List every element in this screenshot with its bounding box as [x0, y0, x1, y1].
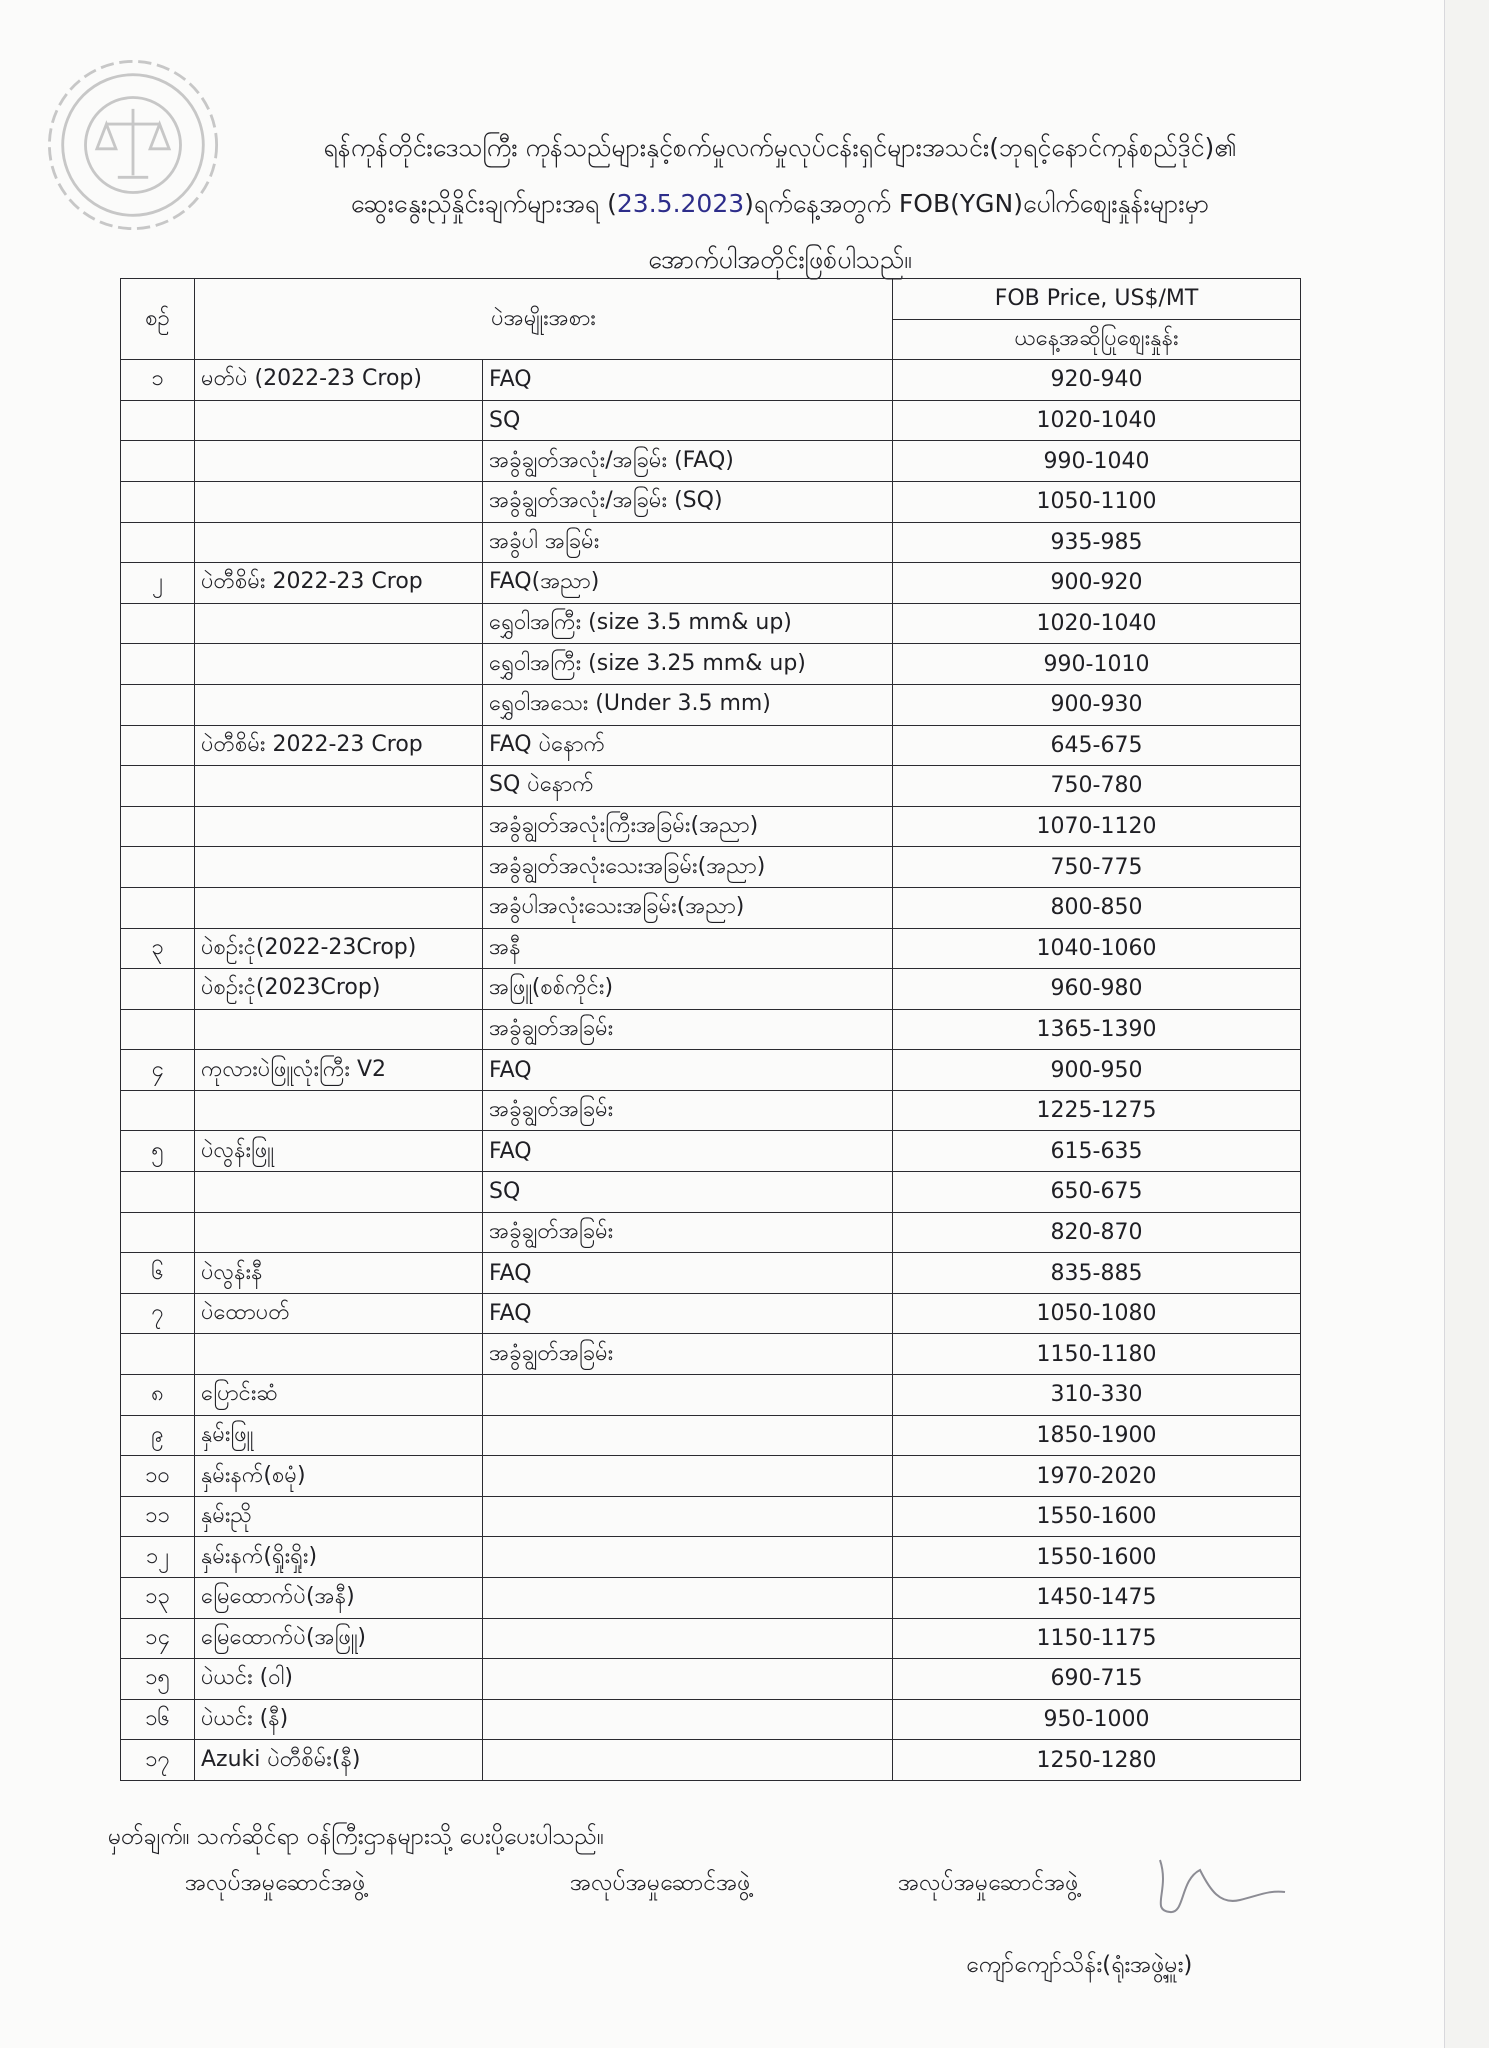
row-number: ၂	[121, 563, 195, 604]
row-item-name: နှမ်းညို	[195, 1496, 483, 1537]
row-price: 1070-1120	[893, 806, 1301, 847]
row-item-name	[195, 1172, 483, 1213]
header-line-2-pre: ဆွေးနွေးညှိနှိုင်းချက်များအရ (	[350, 189, 617, 218]
signatory-1: အလုပ်အမှုဆောင်အဖွဲ့	[185, 1870, 366, 1896]
row-grade: SQ ပဲနောက်	[483, 766, 893, 807]
row-item-name	[195, 1334, 483, 1375]
row-grade	[483, 1456, 893, 1497]
row-number: ၁	[121, 360, 195, 401]
row-grade: အခွံချွတ်အလုံး/အခြမ်း (SQ)	[483, 481, 893, 522]
row-number	[121, 522, 195, 563]
row-item-name	[195, 847, 483, 888]
column-header-price: FOB Price, US$/MT	[893, 279, 1301, 320]
row-grade: FAQ	[483, 1131, 893, 1172]
row-number: ၁၅	[121, 1659, 195, 1700]
table-row	[121, 928, 1301, 969]
table-row	[121, 360, 1301, 401]
row-grade: အခွံချွတ်အခြမ်း	[483, 1212, 893, 1253]
row-grade: အခွံချွတ်အလုံး/အခြမ်း (FAQ)	[483, 441, 893, 482]
row-grade: အနီ	[483, 928, 893, 969]
row-item-name: ပဲယင်း (နီ)	[195, 1699, 483, 1740]
row-number: ၆	[121, 1253, 195, 1294]
row-grade: ရွှေဝါအကြီး (size 3.5 mm& up)	[483, 603, 893, 644]
header-line-2-post: )ရက်နေ့အတွက် FOB(YGN)ပေါက်စျေးနှုန်းများမှာ	[744, 189, 1210, 218]
row-grade: FAQ	[483, 1293, 893, 1334]
table-row	[121, 1334, 1301, 1375]
row-item-name	[195, 400, 483, 441]
row-price: 1020-1040	[893, 400, 1301, 441]
row-number: ၁၇	[121, 1740, 195, 1781]
row-number	[121, 806, 195, 847]
row-grade	[483, 1496, 893, 1537]
row-item-name	[195, 481, 483, 522]
row-grade	[483, 1659, 893, 1700]
row-item-name	[195, 806, 483, 847]
row-price: 1850-1900	[893, 1415, 1301, 1456]
row-grade	[483, 1699, 893, 1740]
row-item-name: ပဲတီစိမ်း 2022-23 Crop	[195, 725, 483, 766]
row-number	[121, 441, 195, 482]
row-price: 1250-1280	[893, 1740, 1301, 1781]
row-item-name	[195, 644, 483, 685]
row-number: ၇	[121, 1293, 195, 1334]
row-item-name	[195, 522, 483, 563]
row-number: ၁၂	[121, 1537, 195, 1578]
table-header-row	[121, 279, 1301, 320]
row-item-name	[195, 766, 483, 807]
row-price: 1050-1080	[893, 1293, 1301, 1334]
row-price: 960-980	[893, 969, 1301, 1010]
row-grade: FAQ	[483, 1253, 893, 1294]
row-price: 1450-1475	[893, 1578, 1301, 1619]
footer-note: မှတ်ချက်။ သက်ဆိုင်ရာ ဝန်ကြီးဌာနများသို့ ပေးပို့ပေးပါသည်။	[108, 1824, 604, 1850]
header-date: 23.5.2023	[616, 189, 745, 218]
row-grade: ရွှေဝါအသေး (Under 3.5 mm)	[483, 684, 893, 725]
row-price: 750-780	[893, 766, 1301, 807]
row-item-name: ပဲထောပတ်	[195, 1293, 483, 1334]
row-item-name: မတ်ပဲ (2022-23 Crop)	[195, 360, 483, 401]
row-price: 900-930	[893, 684, 1301, 725]
row-number: ၄	[121, 1050, 195, 1091]
row-grade: ရွှေဝါအကြီး (size 3.25 mm& up)	[483, 644, 893, 685]
table-row	[121, 522, 1301, 563]
table-row	[121, 1456, 1301, 1497]
table-row	[121, 1659, 1301, 1700]
row-price: 650-675	[893, 1172, 1301, 1213]
row-item-name: ပြောင်းဆံ	[195, 1375, 483, 1416]
row-price: 1225-1275	[893, 1090, 1301, 1131]
table-row	[121, 1375, 1301, 1416]
row-price: 950-1000	[893, 1699, 1301, 1740]
row-number: ၅	[121, 1131, 195, 1172]
header-line-2	[250, 176, 1310, 232]
row-item-name	[195, 887, 483, 928]
table-row	[121, 644, 1301, 685]
handwritten-signature-icon	[1140, 1850, 1290, 1930]
row-grade	[483, 1415, 893, 1456]
column-header-proposed-price: ယနေ့အဆိုပြုစျေးနှုန်း	[893, 319, 1301, 360]
row-number: ၁၃	[121, 1578, 195, 1619]
row-price: 820-870	[893, 1212, 1301, 1253]
header-line-1: ရန်ကုန်တိုင်းဒေသကြီး ကုန်သည်များနှင့်စက်မှုလက်မှုလုပ်ငန်းရှင်များအသင်း(ဘုရင့်နောင်ကုန်စည်ဒိုင်)၏	[323, 133, 1237, 162]
table-row	[121, 441, 1301, 482]
row-price: 935-985	[893, 522, 1301, 563]
row-number	[121, 1009, 195, 1050]
table-row	[121, 766, 1301, 807]
row-number	[121, 887, 195, 928]
table-row	[121, 1537, 1301, 1578]
row-price: 1040-1060	[893, 928, 1301, 969]
table-row	[121, 400, 1301, 441]
table-body	[121, 360, 1301, 1781]
row-item-name: နှမ်းနက်(ရှိုးရှိုး)	[195, 1537, 483, 1578]
row-grade: အခွံချွတ်အခြမ်း	[483, 1090, 893, 1131]
row-price: 835-885	[893, 1253, 1301, 1294]
table-row	[121, 1253, 1301, 1294]
row-item-name: မြေထောက်ပဲ(အဖြူ)	[195, 1618, 483, 1659]
row-number	[121, 1172, 195, 1213]
table-row	[121, 1212, 1301, 1253]
row-grade: SQ	[483, 1172, 893, 1213]
table-row	[121, 481, 1301, 522]
row-grade: အခွံချွတ်အလုံးသေးအခြမ်း(အညာ)	[483, 847, 893, 888]
row-price: 1550-1600	[893, 1537, 1301, 1578]
table-row	[121, 1496, 1301, 1537]
row-grade: FAQ	[483, 1050, 893, 1091]
table-row	[121, 725, 1301, 766]
row-grade: အခွံချွတ်အခြမ်း	[483, 1334, 893, 1375]
fob-price-table	[120, 278, 1301, 1781]
row-item-name: ကုလားပဲဖြူလုံးကြီး V2	[195, 1050, 483, 1091]
row-grade	[483, 1578, 893, 1619]
row-number: ၈	[121, 1375, 195, 1416]
row-number	[121, 1090, 195, 1131]
row-price: 1365-1390	[893, 1009, 1301, 1050]
row-number	[121, 847, 195, 888]
row-item-name: ပဲလွန်းဖြူ	[195, 1131, 483, 1172]
row-item-name	[195, 1212, 483, 1253]
table-row	[121, 1415, 1301, 1456]
row-grade	[483, 1740, 893, 1781]
row-item-name	[195, 603, 483, 644]
row-item-name: နှမ်းဖြူ	[195, 1415, 483, 1456]
row-grade: အခွံပါ အခြမ်း	[483, 522, 893, 563]
row-item-name: ပဲစဉ်းငုံ(2022-23Crop)	[195, 928, 483, 969]
row-item-name: မြေထောက်ပဲ(အနီ)	[195, 1578, 483, 1619]
row-number	[121, 1212, 195, 1253]
row-number: ၁၄	[121, 1618, 195, 1659]
row-grade	[483, 1618, 893, 1659]
signer-name: ကျော်ကျော်သိန်း(ရုံးအဖွဲ့မှူး)	[966, 1952, 1193, 1978]
row-number	[121, 481, 195, 522]
table-row	[121, 1131, 1301, 1172]
row-item-name	[195, 684, 483, 725]
row-price: 990-1040	[893, 441, 1301, 482]
association-seal-icon	[38, 50, 228, 240]
row-price: 645-675	[893, 725, 1301, 766]
row-number	[121, 766, 195, 807]
row-price: 750-775	[893, 847, 1301, 888]
table-row	[121, 1050, 1301, 1091]
row-number	[121, 725, 195, 766]
row-number	[121, 400, 195, 441]
row-number	[121, 969, 195, 1010]
row-number	[121, 1334, 195, 1375]
table-row	[121, 806, 1301, 847]
row-item-name: ပဲစဉ်းငုံ(2023Crop)	[195, 969, 483, 1010]
table-row	[121, 1578, 1301, 1619]
row-item-name: ပဲလွန်းနီ	[195, 1253, 483, 1294]
row-price: 310-330	[893, 1375, 1301, 1416]
row-price: 920-940	[893, 360, 1301, 401]
signatory-2: အလုပ်အမှုဆောင်အဖွဲ့	[570, 1870, 751, 1896]
table-row	[121, 1009, 1301, 1050]
row-grade: FAQ(အညာ)	[483, 563, 893, 604]
row-price: 900-950	[893, 1050, 1301, 1091]
row-price: 1550-1600	[893, 1496, 1301, 1537]
row-price: 1150-1175	[893, 1618, 1301, 1659]
row-grade: အဖြူ(စစ်ကိုင်း)	[483, 969, 893, 1010]
row-price: 1150-1180	[893, 1334, 1301, 1375]
row-item-name: ပဲယင်း (ဝါ)	[195, 1659, 483, 1700]
row-price: 615-635	[893, 1131, 1301, 1172]
row-grade: အခွံချွတ်အလုံးကြီးအခြမ်း(အညာ)	[483, 806, 893, 847]
table-row	[121, 1740, 1301, 1781]
row-number	[121, 603, 195, 644]
table-row	[121, 1618, 1301, 1659]
row-item-name	[195, 1009, 483, 1050]
row-grade: အခွံပါအလုံးသေးအခြမ်း(အညာ)	[483, 887, 893, 928]
header-line-3: အောက်ပါအတိုင်းဖြစ်ပါသည်။	[648, 245, 912, 274]
row-grade	[483, 1375, 893, 1416]
row-price: 990-1010	[893, 644, 1301, 685]
row-grade: FAQ	[483, 360, 893, 401]
table-row	[121, 847, 1301, 888]
table-row	[121, 1699, 1301, 1740]
table-row	[121, 1172, 1301, 1213]
row-number: ၁၁	[121, 1496, 195, 1537]
column-header-item: ပဲအမျိုးအစား	[195, 279, 893, 360]
column-header-no: စဉ်	[121, 279, 195, 360]
row-item-name: ပဲတီစိမ်း 2022-23 Crop	[195, 563, 483, 604]
row-number	[121, 644, 195, 685]
row-number: ၁၀	[121, 1456, 195, 1497]
table-row	[121, 684, 1301, 725]
table-row	[121, 1090, 1301, 1131]
row-price: 690-715	[893, 1659, 1301, 1700]
row-item-name: Azuki ပဲတီစိမ်း(နီ)	[195, 1740, 483, 1781]
table-row	[121, 603, 1301, 644]
row-grade: FAQ ပဲနောက်	[483, 725, 893, 766]
row-item-name	[195, 441, 483, 482]
row-number: ၃	[121, 928, 195, 969]
row-price: 1050-1100	[893, 481, 1301, 522]
row-number: ၁၆	[121, 1699, 195, 1740]
table-row	[121, 1293, 1301, 1334]
row-item-name: နှမ်းနက်(စမုံ)	[195, 1456, 483, 1497]
table-row	[121, 887, 1301, 928]
row-price: 800-850	[893, 887, 1301, 928]
row-item-name	[195, 1090, 483, 1131]
row-number	[121, 684, 195, 725]
row-grade	[483, 1537, 893, 1578]
row-price: 1970-2020	[893, 1456, 1301, 1497]
document-header	[250, 120, 1310, 288]
row-grade: အခွံချွတ်အခြမ်း	[483, 1009, 893, 1050]
row-price: 900-920	[893, 563, 1301, 604]
signatory-3: အလုပ်အမှုဆောင်အဖွဲ့	[898, 1870, 1079, 1896]
row-grade: SQ	[483, 400, 893, 441]
table-row	[121, 563, 1301, 604]
table-row	[121, 969, 1301, 1010]
row-number: ၉	[121, 1415, 195, 1456]
row-price: 1020-1040	[893, 603, 1301, 644]
